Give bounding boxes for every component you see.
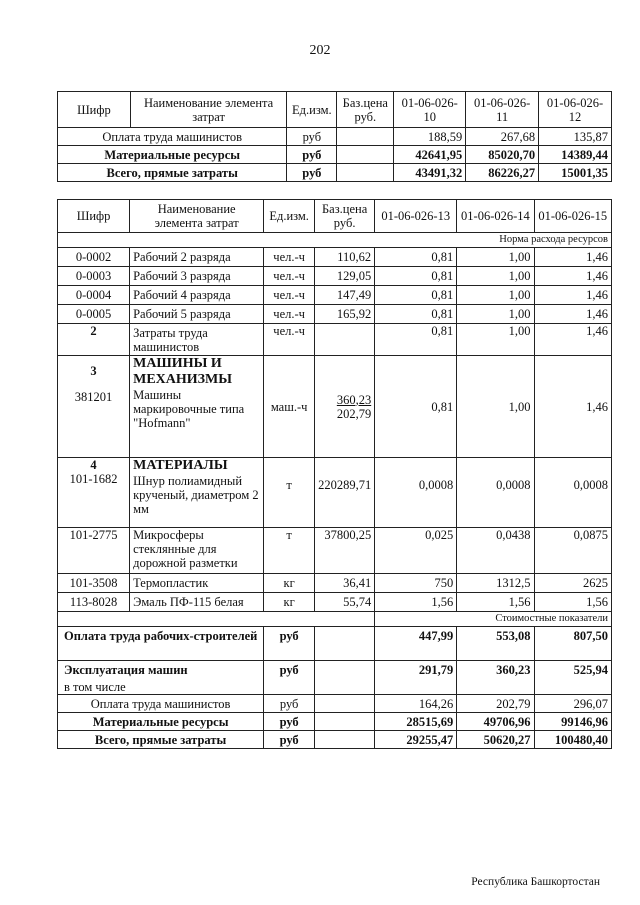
header-code: Шифр (58, 92, 131, 128)
row-value: 1,56 (375, 593, 457, 612)
norm-caption: Норма расхода ресурсов (58, 233, 612, 248)
row-value: 14389,44 (539, 146, 612, 164)
table-header-row (58, 92, 612, 128)
row-name: Материальные ресурсы (58, 713, 264, 731)
page-number: 202 (309, 43, 331, 58)
header-unit: Ед.изм. (287, 92, 337, 128)
header-price: Баз.цена руб. (315, 200, 375, 233)
row-unit: руб (264, 661, 315, 695)
row-value: 43491,32 (394, 164, 466, 182)
caption-row (58, 612, 612, 627)
table-row (58, 713, 612, 731)
row-code: 101-1682 (69, 472, 118, 486)
row-code: 113-8028 (58, 593, 130, 612)
row-value: 0,81 (375, 286, 457, 305)
row-value: 1,00 (457, 286, 534, 305)
row-name: Шнур полиамидный крученый, диаметром 2 мм (133, 474, 259, 516)
row-price: 36,41 (315, 574, 375, 593)
row-value: 0,81 (375, 248, 457, 267)
row-name: Рабочий 4 разряда (130, 286, 264, 305)
table-row (58, 286, 612, 305)
row-value: 0,0008 (375, 458, 457, 528)
row-name: Оплата труда машинистов (58, 695, 264, 713)
row-unit: чел.-ч (264, 324, 315, 356)
row-value: 0,0008 (534, 458, 611, 528)
row-value: 807,50 (534, 627, 611, 661)
row-unit: чел.-ч (264, 248, 315, 267)
row-name: Всего, прямые затраты (58, 164, 287, 182)
row-name: Оплата труда рабочих-строителей (58, 627, 264, 661)
row-unit: т (264, 458, 315, 528)
row-price (337, 146, 394, 164)
row-value: 1,46 (534, 267, 611, 286)
row-price: 110,62 (315, 248, 375, 267)
table-row (58, 574, 612, 593)
row-unit: руб (264, 627, 315, 661)
header-name: Наименование элемента затрат (130, 200, 264, 233)
row-value: 525,94 (534, 661, 611, 695)
table-row (58, 458, 612, 528)
row-value: 1,56 (534, 593, 611, 612)
row-value: 135,87 (539, 128, 612, 146)
row-value: 553,08 (457, 627, 534, 661)
row-value: 750 (375, 574, 457, 593)
row-value: 0,81 (375, 267, 457, 286)
section-title: МАШИНЫ И МЕХАНИЗМЫ (133, 356, 233, 387)
row-value: 267,68 (466, 128, 539, 146)
row-price: 55,74 (315, 593, 375, 612)
row-value: 1,46 (534, 324, 611, 356)
row-value: 360,23 (457, 661, 534, 695)
header-col-15: 01-06-026-15 (534, 200, 611, 233)
row-price: 165,92 (315, 305, 375, 324)
section-code: 4 (90, 458, 97, 472)
resource-table (57, 199, 612, 749)
table-row (58, 146, 612, 164)
row-value: 188,59 (394, 128, 466, 146)
row-value: 0,025 (375, 528, 457, 574)
row-value: 1,46 (534, 356, 611, 458)
row-value: 291,79 (375, 661, 457, 695)
row-value: 296,07 (534, 695, 611, 713)
row-name: Микросферы стеклянные для дорожной разметки (130, 528, 264, 574)
row-value: 0,81 (375, 356, 457, 458)
row-value: 28515,69 (375, 713, 457, 731)
row-price (315, 713, 375, 731)
row-price (315, 627, 375, 661)
row-value: 1,00 (457, 305, 534, 324)
table-row (58, 731, 612, 749)
row-unit: чел.-ч (264, 286, 315, 305)
table-header-row (58, 200, 612, 233)
table-row (58, 695, 612, 713)
row-value: 29255,47 (375, 731, 457, 749)
row-unit: кг (264, 593, 315, 612)
row-value: 1,46 (534, 305, 611, 324)
row-value: 0,81 (375, 324, 457, 356)
row-value: 49706,96 (457, 713, 534, 731)
row-price (315, 661, 375, 695)
row-value: 1,00 (457, 248, 534, 267)
row-code: 2 (58, 324, 130, 356)
caption-row (58, 233, 612, 248)
row-subtitle: в том числе (64, 680, 126, 694)
row-price (315, 695, 375, 713)
summary-table-top (57, 91, 612, 182)
row-unit: т (264, 528, 315, 574)
table-row (58, 627, 612, 661)
row-code: 381201 (74, 390, 113, 404)
row-name: Термопластик (130, 574, 264, 593)
row-value: 2625 (534, 574, 611, 593)
row-value: 99146,96 (534, 713, 611, 731)
row-price (315, 324, 375, 356)
row-value: 0,0875 (534, 528, 611, 574)
row-value: 42641,95 (394, 146, 466, 164)
header-name: Наименование элемента затрат (130, 92, 287, 128)
row-value: 1,56 (457, 593, 534, 612)
row-code: 0-0003 (58, 267, 130, 286)
table-row (58, 128, 612, 146)
row-code: 101-2775 (58, 528, 130, 574)
row-value: 0,81 (375, 305, 457, 324)
row-value: 85020,70 (466, 146, 539, 164)
row-name: Затраты труда машинистов (130, 324, 264, 356)
row-unit: маш.-ч (264, 356, 315, 458)
header-unit: Ед.изм. (264, 200, 315, 233)
row-code: 0-0005 (58, 305, 130, 324)
row-unit: руб (264, 713, 315, 731)
table-row (58, 661, 612, 695)
row-unit: руб (287, 146, 337, 164)
footer-region: Республика Башкортостан (471, 876, 600, 888)
row-price: 360,23 (336, 392, 372, 407)
row-value: 202,79 (457, 695, 534, 713)
row-price (337, 128, 394, 146)
row-value: 1,00 (457, 356, 534, 458)
table-row (58, 267, 612, 286)
row-name: Эксплуатация машин (64, 663, 188, 677)
row-price: 147,49 (315, 286, 375, 305)
row-value: 100480,40 (534, 731, 611, 749)
table-row (58, 593, 612, 612)
header-col-14: 01-06-026-14 (457, 200, 534, 233)
row-code: 0-0004 (58, 286, 130, 305)
row-unit: руб (264, 731, 315, 749)
row-name: Эмаль ПФ-115 белая (130, 593, 264, 612)
header-price: Баз.цена руб. (337, 92, 394, 128)
table-row (58, 248, 612, 267)
row-unit: руб (287, 164, 337, 182)
row-price: 220289,71 (315, 458, 375, 528)
table-row (58, 324, 612, 356)
row-unit: чел.-ч (264, 267, 315, 286)
row-unit: руб (287, 128, 337, 146)
table-row (58, 164, 612, 182)
row-value: 164,26 (375, 695, 457, 713)
row-unit: чел.-ч (264, 305, 315, 324)
row-name: Рабочий 5 разряда (130, 305, 264, 324)
row-unit: руб (264, 695, 315, 713)
row-value: 1312,5 (457, 574, 534, 593)
row-price: 37800,25 (315, 528, 375, 574)
row-name: Рабочий 2 разряда (130, 248, 264, 267)
header-col-10: 01-06-026-10 (394, 92, 466, 128)
row-value: 15001,35 (539, 164, 612, 182)
row-name: Всего, прямые затраты (58, 731, 264, 749)
row-value: 50620,27 (457, 731, 534, 749)
table-row (58, 356, 612, 458)
row-name: Материальные ресурсы (58, 146, 287, 164)
row-price (337, 164, 394, 182)
row-code: 101-3508 (58, 574, 130, 593)
header-code: Шифр (58, 200, 130, 233)
section-title: МАТЕРИАЛЫ (133, 458, 228, 473)
header-col-11: 01-06-026-11 (466, 92, 539, 128)
row-value: 1,00 (457, 324, 534, 356)
row-code: 0-0002 (58, 248, 130, 267)
cost-caption: Стоимостные показатели (375, 612, 612, 627)
row-value: 0,0008 (457, 458, 534, 528)
row-unit: кг (264, 574, 315, 593)
row-value: 86226,27 (466, 164, 539, 182)
table-row (58, 528, 612, 574)
row-value: 1,46 (534, 248, 611, 267)
header-col-12: 01-06-026-12 (539, 92, 612, 128)
row-price (315, 731, 375, 749)
row-price-secondary: 202,79 (336, 406, 372, 421)
row-value: 0,0438 (457, 528, 534, 574)
row-value: 1,00 (457, 267, 534, 286)
row-name: Оплата труда машинистов (58, 128, 287, 146)
header-col-13: 01-06-026-13 (375, 200, 457, 233)
row-price: 129,05 (315, 267, 375, 286)
row-name: Машины маркировочные типа "Hofmann" (133, 388, 245, 430)
section-code: 3 (90, 364, 97, 378)
row-value: 1,46 (534, 286, 611, 305)
table-row (58, 305, 612, 324)
row-value: 447,99 (375, 627, 457, 661)
row-name: Рабочий 3 разряда (130, 267, 264, 286)
